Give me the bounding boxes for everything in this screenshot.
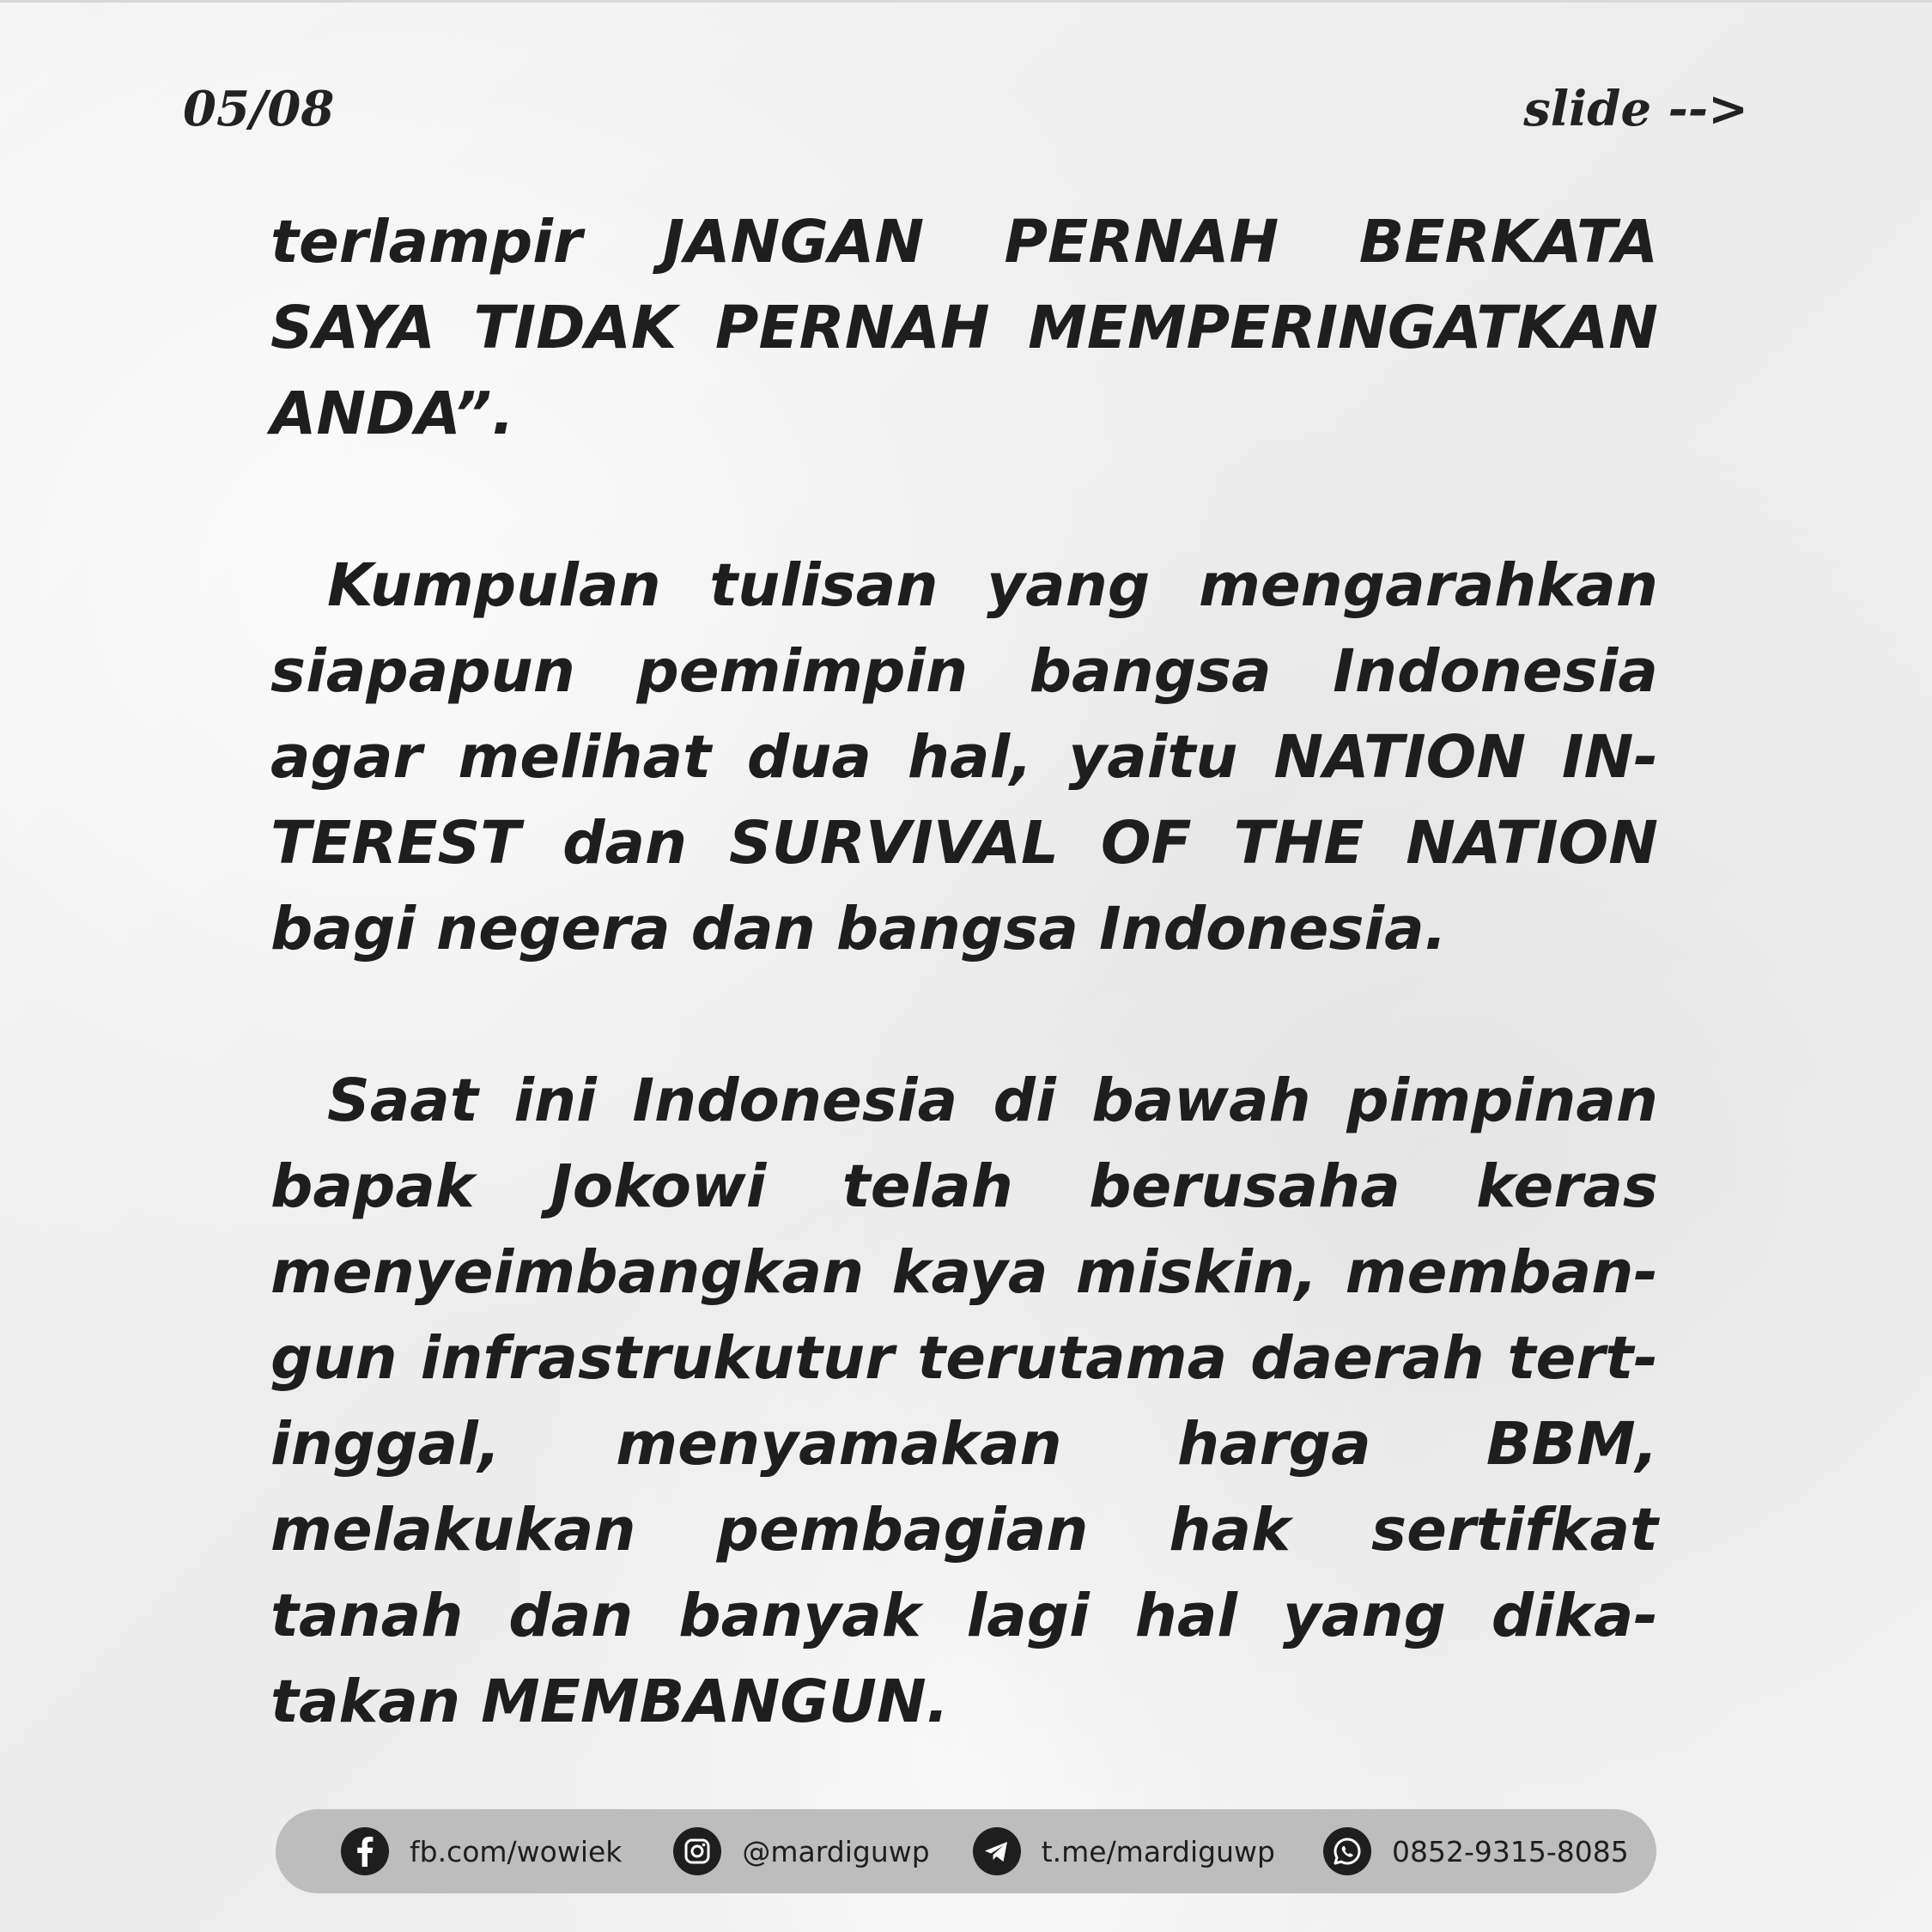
contact-telegram[interactable] xyxy=(973,1827,1275,1875)
article-body xyxy=(270,199,1658,1745)
instagram-icon xyxy=(673,1827,721,1875)
paragraph-continuation: terlampir JANGAN PERNAH BERKATA SAYA TIDAK PERNAH MEMPERINGATKAN ANDA”. xyxy=(270,208,1658,448)
contact-facebook-text: fb.com/wowiek xyxy=(410,1834,623,1868)
contact-telegram-text: t.me/mardiguwp xyxy=(1041,1834,1275,1868)
page-number: 05/08 xyxy=(183,81,335,137)
contact-whatsapp[interactable] xyxy=(1323,1827,1629,1875)
paragraph-membangun: Saat ini Indonesia di bawah pimpinan bapak Jokowi telah berusaha keras menyeimbangkan kaya miskin, memban-gun infrastrukutur terutama daerah tert-inggal, menyamakan harga BBM, melakukan pembagian hak sertifkat tanah dan banyak lagi hal yang dika-takan MEMBANGUN. xyxy=(270,1066,1658,1736)
contact-whatsapp-text: 0852-9315-8085 xyxy=(1391,1834,1629,1868)
whatsapp-icon xyxy=(1323,1827,1371,1875)
contact-instagram-text: @mardiguwp xyxy=(742,1834,930,1868)
contact-bar xyxy=(276,1809,1656,1893)
telegram-icon xyxy=(973,1827,1021,1875)
slide-hint: slide --> xyxy=(1523,81,1748,137)
facebook-icon xyxy=(341,1827,389,1875)
top-divider xyxy=(0,0,1932,3)
paragraph-nation-interest: Kumpulan tulisan yang mengarahkan siapapun pemimpin bangsa Indonesia agar melihat dua hal, yaitu NATION IN-TEREST dan SURVIVAL OF THE NATION bagi negera dan bangsa Indonesia. xyxy=(270,551,1658,963)
contact-facebook[interactable] xyxy=(341,1827,622,1875)
contact-instagram[interactable] xyxy=(673,1827,929,1875)
